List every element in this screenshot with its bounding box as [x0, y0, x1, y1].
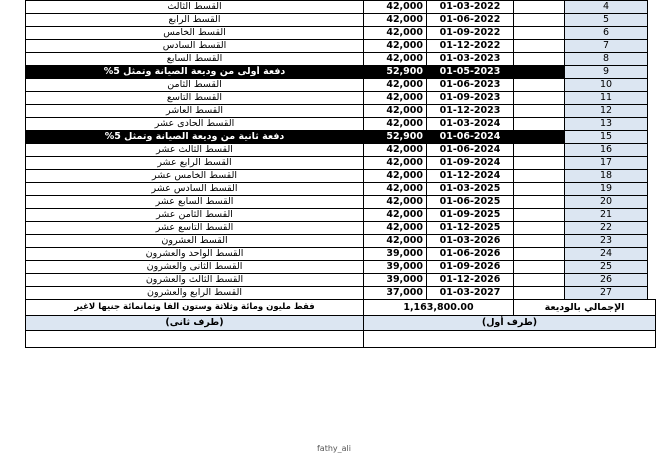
signature-row [26, 331, 656, 348]
installment-number: 5 [565, 14, 648, 27]
installment-date: 01-06-2025 [427, 196, 514, 209]
installment-description: القسط التاسع [26, 92, 364, 105]
installment-date: 01-03-2027 [427, 287, 514, 300]
installment-row [26, 79, 656, 92]
installment-number: 24 [565, 248, 648, 261]
installment-description: القسط الخامس عشر [26, 170, 364, 183]
installment-description: دفعة ثانية من وديعة الصيانة وتمثل 5% [26, 131, 364, 144]
installment-number: 25 [565, 261, 648, 274]
installment-date: 01-06-2024 [427, 144, 514, 157]
installment-description: القسط الخامس [26, 27, 364, 40]
installment-row [26, 14, 656, 27]
installment-description: القسط السادس عشر [26, 183, 364, 196]
installment-date: 01-06-2026 [427, 248, 514, 261]
installment-description: القسط الرابع [26, 14, 364, 27]
installment-amount: 39,000 [364, 261, 427, 274]
installment-row [26, 183, 656, 196]
installment-row [26, 105, 656, 118]
spacer-cell [514, 1, 565, 14]
installment-row [26, 222, 656, 235]
spacer-cell [514, 235, 565, 248]
spacer-cell [514, 157, 565, 170]
installment-schedule-sheet [25, 0, 656, 348]
installment-number: 6 [565, 27, 648, 40]
installment-row [26, 248, 656, 261]
installment-number: 7 [565, 40, 648, 53]
installment-number: 20 [565, 196, 648, 209]
spacer-cell [514, 14, 565, 27]
installment-description: القسط الثالث عشر [26, 144, 364, 157]
spacer-cell [514, 248, 565, 261]
installment-amount: 42,000 [364, 14, 427, 27]
installment-amount: 42,000 [364, 1, 427, 14]
total-in-words: فقط مليون ومائة وثلاثة وستون الفا وثمانمائة جنيها لاغير [26, 300, 364, 316]
first-party-signature-box [364, 331, 656, 348]
spacer-cell [514, 183, 565, 196]
installment-row [26, 118, 656, 131]
total-label: الإجمالي بالوديعة [514, 300, 656, 316]
installment-row [26, 196, 656, 209]
installment-description: القسط الثانى والعشرون [26, 261, 364, 274]
installment-number: 22 [565, 222, 648, 235]
installment-date: 01-06-2024 [427, 131, 514, 144]
spacer-cell [514, 105, 565, 118]
spacer-cell [514, 27, 565, 40]
installment-date: 01-09-2025 [427, 209, 514, 222]
installment-amount: 42,000 [364, 118, 427, 131]
installment-number: 16 [565, 144, 648, 157]
second-party-label: (طرف ثانى) [26, 316, 364, 331]
installment-amount: 42,000 [364, 79, 427, 92]
spacer-cell [514, 261, 565, 274]
spacer-cell [514, 274, 565, 287]
installment-date: 01-09-2023 [427, 92, 514, 105]
installment-amount: 39,000 [364, 274, 427, 287]
installment-description: القسط الرابع والعشرون [26, 287, 364, 300]
installment-description: القسط السادس [26, 40, 364, 53]
installment-date: 01-06-2023 [427, 79, 514, 92]
installment-amount: 52,900 [364, 66, 427, 79]
maintenance-deposit-row [26, 66, 656, 79]
installment-description: القسط الحادى عشر [26, 118, 364, 131]
second-party-signature-box [26, 331, 364, 348]
installment-amount: 42,000 [364, 222, 427, 235]
installment-description: القسط الثالث [26, 1, 364, 14]
spacer-cell [514, 222, 565, 235]
installment-rows [26, 1, 656, 300]
installment-description: القسط الثامن [26, 79, 364, 92]
spacer-cell [514, 209, 565, 222]
installment-date: 01-03-2025 [427, 183, 514, 196]
installment-description: القسط الواحد والعشرون [26, 248, 364, 261]
installment-date: 01-09-2026 [427, 261, 514, 274]
installment-description: القسط العشرون [26, 235, 364, 248]
spacer-cell [514, 66, 565, 79]
spacer-cell [514, 40, 565, 53]
installment-date: 01-12-2025 [427, 222, 514, 235]
installment-number: 8 [565, 53, 648, 66]
parties-row [26, 316, 656, 331]
installment-amount: 42,000 [364, 144, 427, 157]
installment-amount: 42,000 [364, 105, 427, 118]
installment-number: 23 [565, 235, 648, 248]
installment-number: 26 [565, 274, 648, 287]
installment-description: دفعة أولى من وديعة الصيانة وتمثل 5% [26, 66, 364, 79]
installment-date: 01-09-2022 [427, 27, 514, 40]
installment-description: القسط الثامن عشر [26, 209, 364, 222]
installment-number: 15 [565, 131, 648, 144]
installment-date: 01-12-2026 [427, 274, 514, 287]
spacer-cell [514, 53, 565, 66]
installment-number: 27 [565, 287, 648, 300]
installment-number: 11 [565, 92, 648, 105]
spacer-cell [514, 131, 565, 144]
installment-date: 01-06-2022 [427, 14, 514, 27]
installment-description: القسط الثالث والعشرون [26, 274, 364, 287]
installment-date: 01-12-2024 [427, 170, 514, 183]
spacer-cell [514, 287, 565, 300]
installment-date: 01-03-2026 [427, 235, 514, 248]
installment-number: 9 [565, 66, 648, 79]
footer-username: fathy_ali [316, 444, 351, 453]
spacer-cell [514, 92, 565, 105]
installment-number: 12 [565, 105, 648, 118]
installment-amount: 42,000 [364, 196, 427, 209]
installment-number: 21 [565, 209, 648, 222]
first-party-label: (طرف أول) [364, 316, 656, 331]
installment-date: 01-12-2023 [427, 105, 514, 118]
installment-amount: 42,000 [364, 40, 427, 53]
installment-row [26, 274, 656, 287]
installment-amount: 42,000 [364, 157, 427, 170]
installment-row [26, 287, 656, 300]
spacer-cell [514, 118, 565, 131]
installment-row [26, 144, 656, 157]
spacer-cell [514, 79, 565, 92]
installment-row [26, 261, 656, 274]
installment-date: 01-03-2024 [427, 118, 514, 131]
installment-amount: 39,000 [364, 248, 427, 261]
installment-date: 01-09-2024 [427, 157, 514, 170]
installment-row [26, 157, 656, 170]
installment-row [26, 27, 656, 40]
installment-row [26, 1, 656, 14]
spacer-cell [514, 144, 565, 157]
installment-description: القسط السابع عشر [26, 196, 364, 209]
installment-amount: 37,000 [364, 287, 427, 300]
installment-description: القسط السابع [26, 53, 364, 66]
installment-row [26, 53, 656, 66]
spacer-cell [514, 196, 565, 209]
installment-row [26, 92, 656, 105]
installment-description: القسط الرابع عشر [26, 157, 364, 170]
installment-row [26, 209, 656, 222]
installment-description: القسط التاسع عشر [26, 222, 364, 235]
installment-row [26, 170, 656, 183]
installment-number: 10 [565, 79, 648, 92]
installment-amount: 42,000 [364, 92, 427, 105]
installment-row [26, 235, 656, 248]
total-amount: 1,163,800.00 [364, 300, 514, 316]
installment-amount: 42,000 [364, 170, 427, 183]
installment-number: 19 [565, 183, 648, 196]
installment-number: 18 [565, 170, 648, 183]
installment-number: 13 [565, 118, 648, 131]
installment-amount: 42,000 [364, 209, 427, 222]
installment-date: 01-03-2022 [427, 1, 514, 14]
installment-amount: 52,900 [364, 131, 427, 144]
installment-amount: 42,000 [364, 183, 427, 196]
installment-amount: 42,000 [364, 27, 427, 40]
maintenance-deposit-row [26, 131, 656, 144]
installment-date: 01-03-2023 [427, 53, 514, 66]
installment-row [26, 40, 656, 53]
installment-amount: 42,000 [364, 235, 427, 248]
spacer-cell [514, 170, 565, 183]
installment-date: 01-05-2023 [427, 66, 514, 79]
installment-number: 17 [565, 157, 648, 170]
installment-table [25, 0, 656, 348]
installment-date: 01-12-2022 [427, 40, 514, 53]
installment-amount: 42,000 [364, 53, 427, 66]
installment-description: القسط العاشر [26, 105, 364, 118]
installment-number: 4 [565, 1, 648, 14]
total-row [26, 300, 656, 316]
